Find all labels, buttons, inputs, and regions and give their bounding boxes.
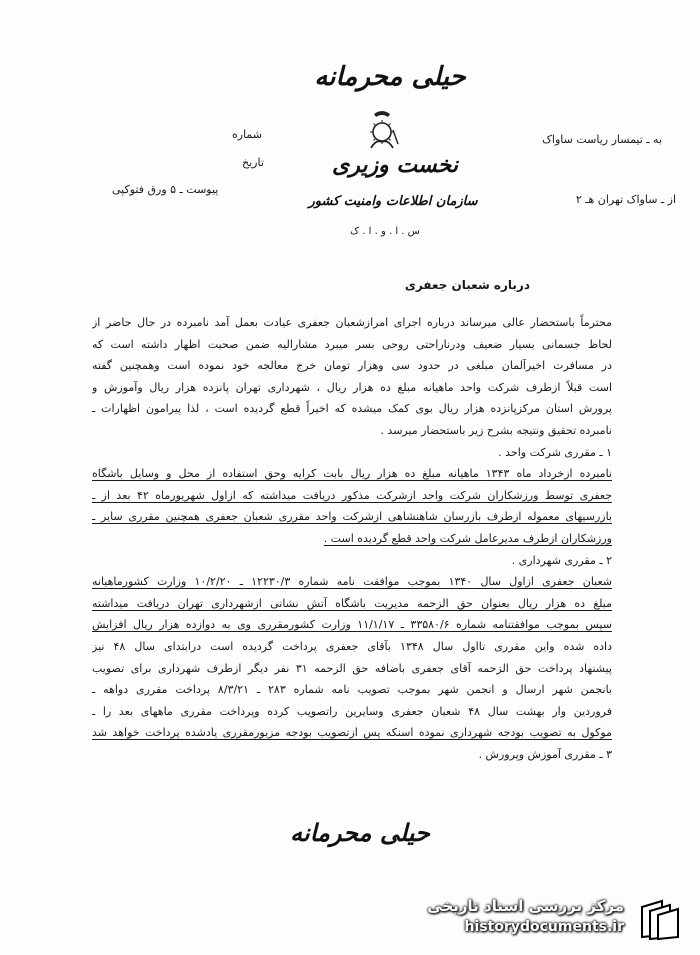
body-line: نامبرده ازخرداد ماه ۱۳۴۳ ماهیانه مبلغ ده هزار ریال بابت کرایه وحق استفاده از محل و وسایل باشگاه: [92, 467, 612, 481]
bottom-classification-stamp: حیلی محرمانه: [290, 818, 430, 847]
subject-line: درباره شعبان جعفری: [404, 278, 530, 292]
organization-title: نخست وزیری: [332, 152, 458, 178]
organization-subtitle: سازمان اطلاعات وامنیت کشور: [308, 194, 478, 209]
body-line: پرورش استان مرکزپانزده هزار ریال بوی کمک میشده که اخیراً قطع گردیده است ، لذا پیرامون اظهارات ـ: [92, 402, 612, 416]
body-line: جعفری توسط ورزشکاران شرکت واحد ازشرکت مذکور دریافت میداشته که ازاول شهریورماه ۴۲ بعد از ـ: [92, 488, 612, 502]
watermark-text-fa: مرکز بررسی اسناد تاریخی: [427, 897, 624, 915]
attachment-label: پیوست ـ ۵ ورق فتوکپی: [112, 183, 219, 196]
body-line: در مسافرت اخیرآلمان مبلغی در حدود سی وهزار تومان خرج معالجه خود نموده است وهمچنین گفته: [92, 359, 612, 373]
body-line: شعبان جعفری ازاول سال ۱۳۴۰ بموجب موافقت نامه شماره ۱۲۲۳۰/۳ ـ ۱۰/۲/۲۰ وزارت کشورماهیانه: [92, 575, 612, 589]
body-line: داده شده واین مقرری تااول سال ۱۳۴۸ بآقای جعفری پرداخت گردیده است درابتدای سال ۴۸ نیز: [92, 639, 612, 653]
number-label: شماره: [232, 128, 263, 141]
body-line: پیشنهاد پرداخت حق الزحمه آقای جعفری باضافه حق الزحمه ۳۱ نفر دیگر ازطرف شهرداری برای تصویب: [92, 661, 612, 675]
from-label: از ـ ساواک تهران هـ ۲: [575, 193, 676, 206]
letter-body: [92, 312, 612, 765]
body-line: است قبلاً ازطرف شرکت واحد ماهیانه مبلغ ده هزار ریال ، شهرداری تهران پانزده هزار ریال وآموزش و: [92, 380, 612, 394]
section-heading: ۱ ـ مقرری شرکت واحد .: [498, 445, 612, 459]
body-line: فروردین وار بهشت سال ۴۸ شعبان جعفری وسایرین راتصویب کرده وپرداخت مقرری ماههای بعد را ـ: [92, 704, 612, 718]
body-line: لحاظ جسمانی بسیار ضعیف ودرناراحتی روحی بسر میبرد مشارالیه ضمن صحبت اظهار داشته است که: [92, 337, 612, 351]
section-heading: ۲ ـ مقرری شهرداری .: [511, 553, 612, 567]
date-label: تاریخ: [242, 156, 264, 169]
to-label: به ـ تیمسار ریاست ساواک: [542, 133, 662, 146]
body-line: مبلغ ده هزار ریال بعنوان حق الزحمه مدیریت باشگاه آتش نشانی ازشهرداری تهران دریافت میداشته: [92, 596, 612, 610]
body-line: بانجمن شهر ارسال و انجمن شهر بموجب تصویب نامه شماره ۲۸۳ ـ ۸/۳/۲۱ پرداخت مقرری دواهه ـ: [92, 683, 612, 697]
watermark-text-en: historydocuments.ir: [464, 919, 624, 935]
top-classification-stamp: حیلی محرمانه: [314, 62, 466, 92]
organization-code: س . ا . و . ا . ک: [350, 226, 420, 237]
body-line: سپس بموجب موافقتنامه شماره ۳۳۵۸۰/۶ ـ ۱۱/۱/۱۷ وزارت کشورمقرری وی به دوازده هزار ریال افزایش: [92, 618, 612, 632]
watermark-logo-icon: [636, 897, 684, 941]
body-line: نامبرده تحقیق ونتیجه بشرح زیر باستحضار میرسد .: [380, 423, 612, 437]
to-field: [472, 133, 662, 146]
from-field: [466, 193, 676, 206]
lion-and-sun-emblem-icon: [362, 108, 402, 152]
watermark: [428, 895, 688, 945]
body-line: ورزشکاران ازطرف مدیرعامل شرکت واحد قطع گردیده است .: [323, 531, 612, 545]
body-line: موکول به تصویب بودجه شهرداری نموده اسنکه پس ازتصویب بودجه مزبورمقرری یادشده پرداخت خواهد شد: [92, 726, 612, 740]
section-heading: ۳ ـ مقرری آموزش وپرورش .: [478, 747, 612, 761]
body-line: محترماً باستحضار عالی میرساند درباره اجرای امرازشعبان جعفری عیادت بعمل آمد نامبرده در حال حاضر از: [92, 316, 612, 329]
body-line: بازرسیهای معموله ازطرف بازرسان شاهنشاهی ازشرکت واحد مقرری شعبان جعفری همچنین مقرری سایر ـ: [92, 510, 612, 524]
